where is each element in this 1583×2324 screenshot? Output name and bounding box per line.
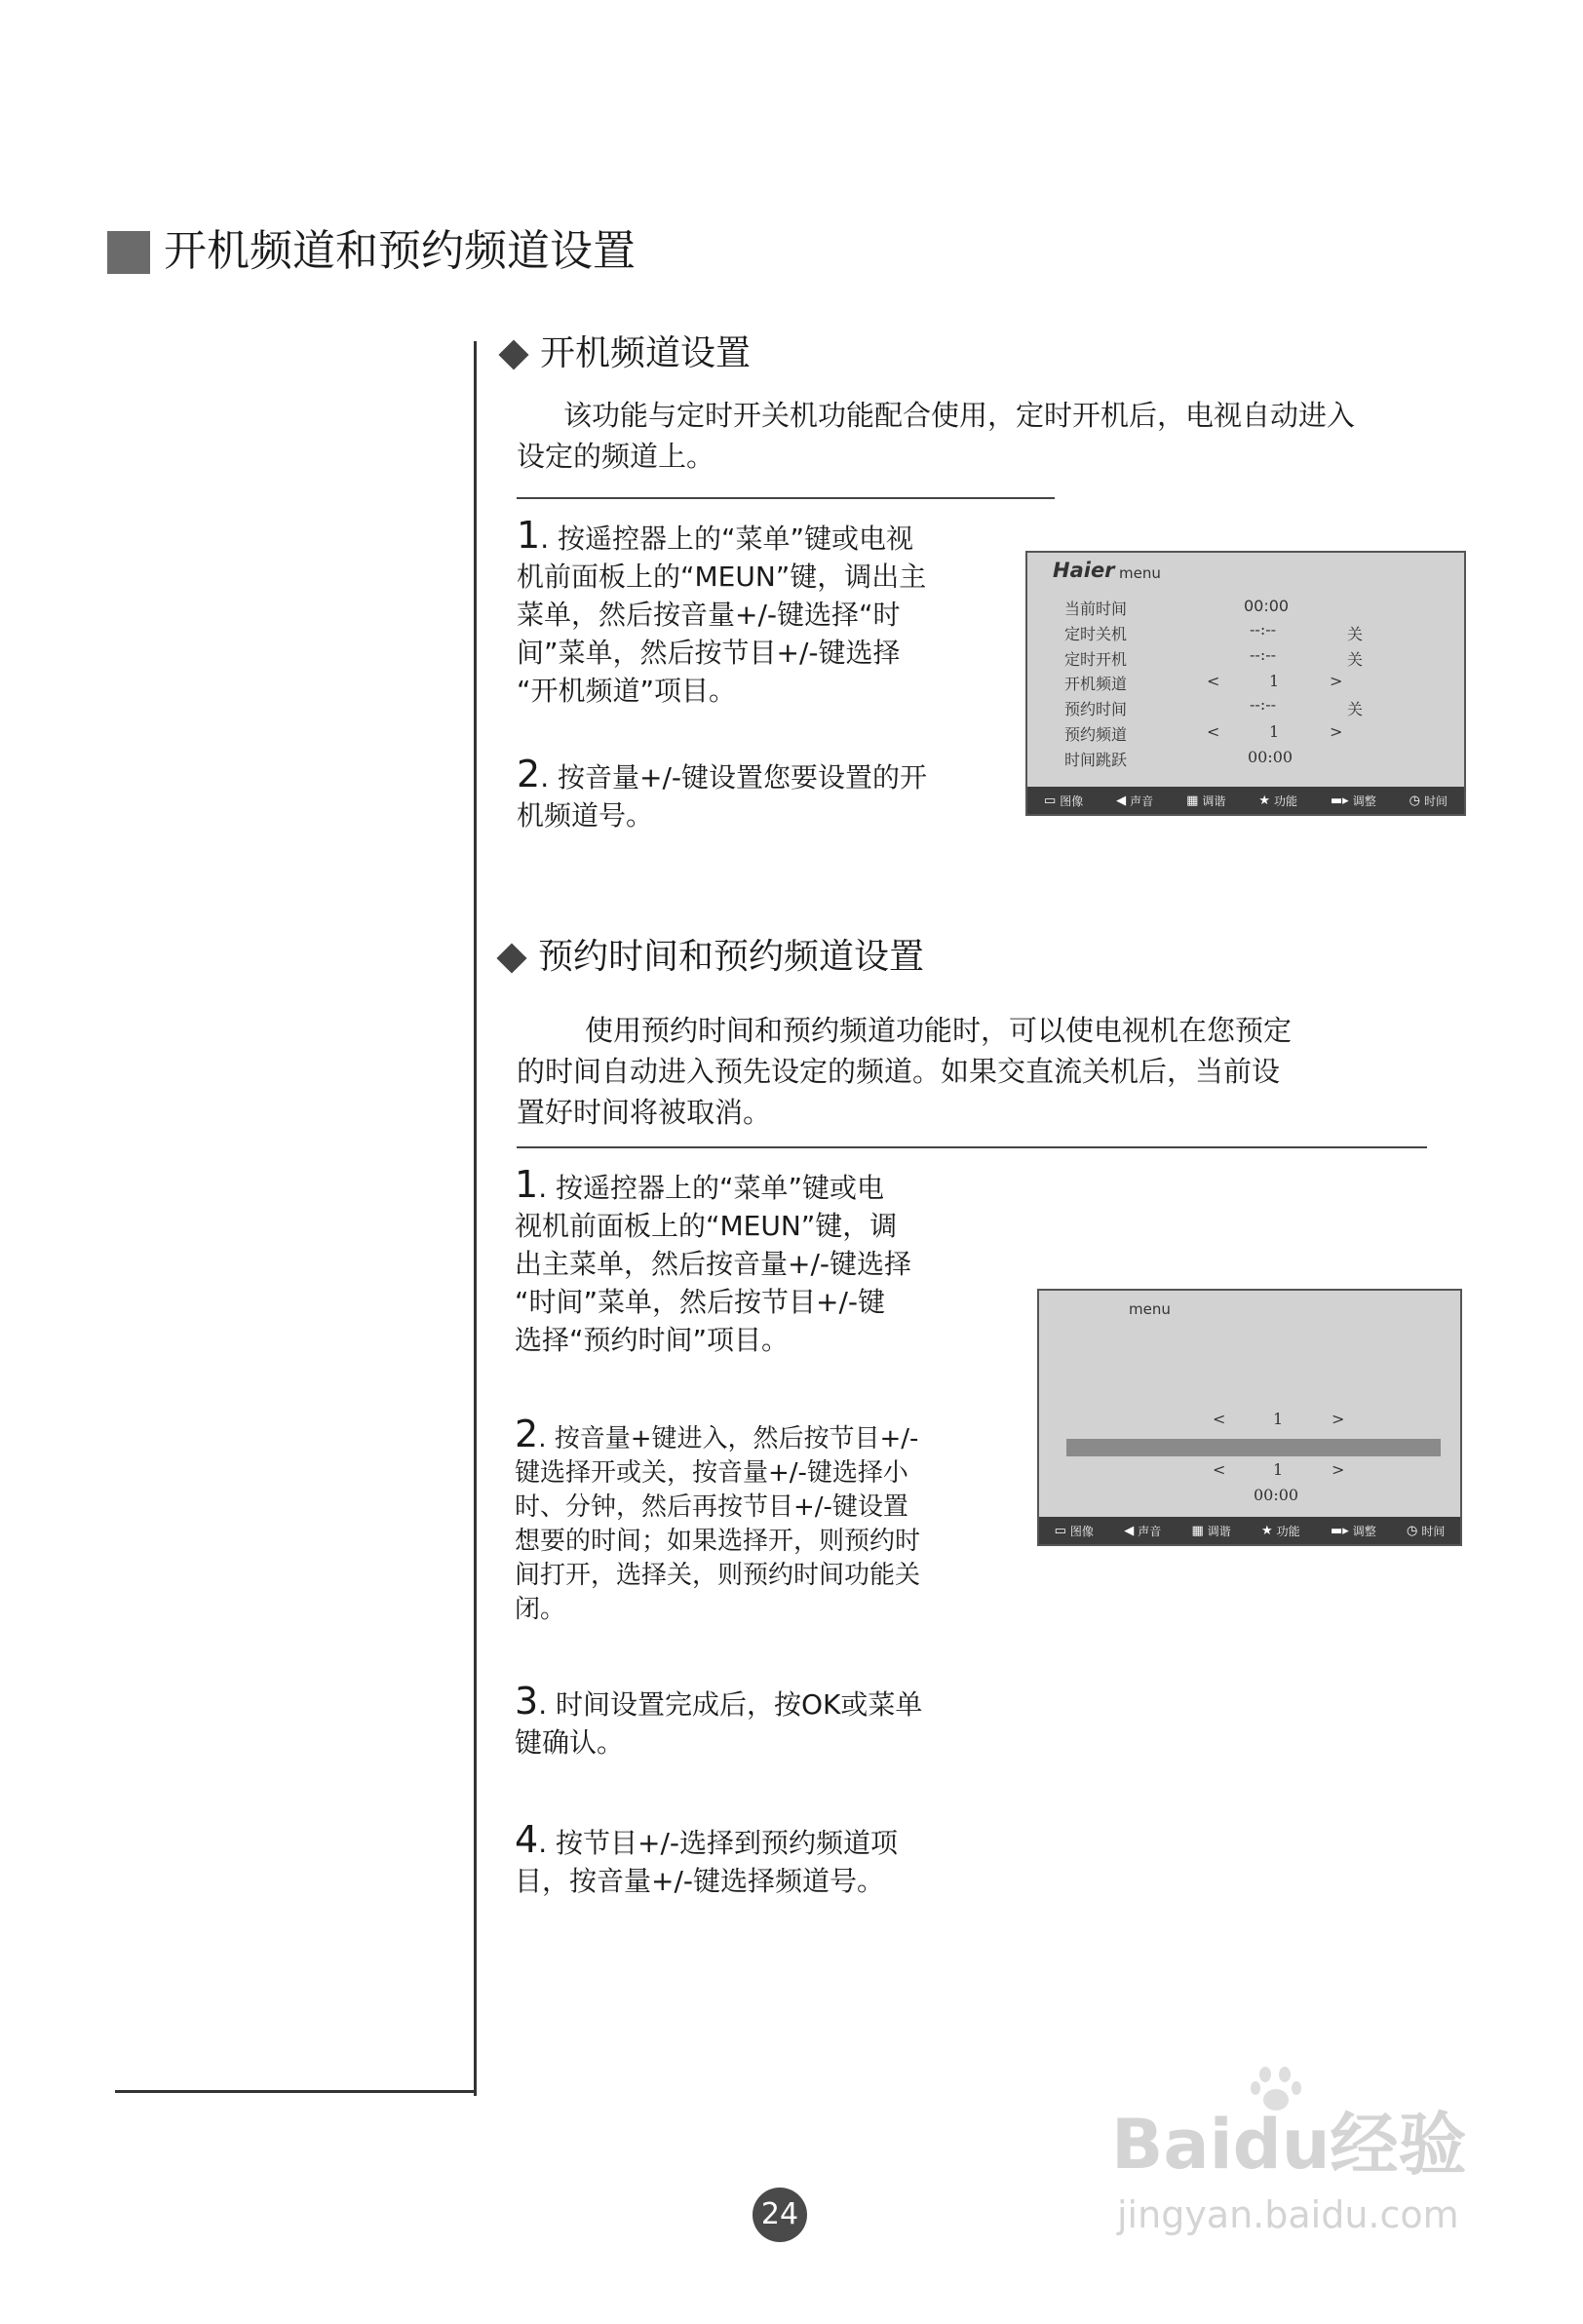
step-1b: [515, 1163, 1031, 1359]
intro-line: 的时间自动进入预先设定的频道。如果交直流关机后，当前设: [517, 1055, 1281, 1088]
tab-label: 声音: [1138, 1524, 1162, 1538]
step-line: 出主菜单，然后按音量+/-键选择: [515, 1248, 911, 1280]
star-icon: ★: [1261, 1523, 1273, 1538]
menu-row-label: 预约频道: [1064, 725, 1128, 744]
step-line: 键确认。: [515, 1726, 625, 1759]
tuning-icon: ▦: [1191, 1523, 1204, 1538]
adjust-icon: ▬▸: [1330, 1523, 1349, 1538]
step-line: . 按遥控器上的“菜单”键或电视: [540, 523, 914, 555]
intro-paragraph-2: [517, 1010, 1452, 1133]
page-number: 24: [753, 2188, 807, 2242]
step-line: 时、分钟，然后再按节目+/-键设置: [515, 1492, 908, 1522]
clock-icon: ◷: [1409, 793, 1420, 808]
tab-adjust[interactable]: [1331, 1523, 1376, 1539]
tab-sound[interactable]: [1116, 793, 1153, 809]
subsection-title-1: 开机频道设置: [540, 333, 752, 373]
menu-label: menu: [1119, 564, 1161, 582]
divider-2: [517, 1146, 1427, 1148]
step-number: 4: [515, 1818, 539, 1861]
step-line: . 按音量+/-键设置您要设置的开: [540, 761, 927, 794]
chevron-left-icon[interactable]: <: [1213, 1460, 1226, 1479]
intro-line: 设定的频道上。: [517, 440, 715, 473]
tab-label: 时间: [1423, 794, 1448, 808]
tab-time[interactable]: [1407, 1523, 1445, 1539]
step-line: “开机频道”项目。: [517, 675, 737, 707]
vertical-rule: [474, 341, 477, 2096]
chevron-left-icon[interactable]: <: [1207, 672, 1220, 690]
menu-row-value: --:--: [1250, 645, 1277, 664]
menu-tab-bar: [1039, 1517, 1460, 1544]
menu-row-value: 00:00: [1248, 748, 1293, 766]
step-2: [517, 755, 1023, 834]
tab-label: 调整: [1352, 1524, 1376, 1538]
tab-label: 功能: [1273, 794, 1297, 808]
speaker-icon: ◀: [1116, 793, 1127, 808]
menu-row-value: 1: [1269, 722, 1280, 741]
tab-label: 调谐: [1207, 1524, 1231, 1538]
step-line: 间”菜单，然后按节目+/-键选择: [517, 637, 901, 669]
tab-function[interactable]: [1258, 793, 1297, 809]
intro-line: 使用预约时间和预约频道功能时，可以使电视机在您预定: [585, 1014, 1293, 1047]
section-marker: [107, 231, 150, 274]
divider-1: [517, 497, 1055, 499]
step-line: 机频道号。: [517, 799, 654, 832]
picture-icon: ▭: [1054, 1523, 1066, 1538]
step-4b: [515, 1818, 1031, 1900]
tab-function[interactable]: [1261, 1523, 1300, 1539]
tab-label: 图像: [1069, 1524, 1094, 1538]
menu-row-value: 00:00: [1254, 1486, 1299, 1504]
step-line: 菜单，然后按音量+/-键选择“时: [517, 599, 901, 631]
tab-label: 声音: [1130, 794, 1154, 808]
watermark-url: jingyan.baidu.com: [1117, 2193, 1459, 2236]
chevron-left-icon[interactable]: <: [1213, 1410, 1226, 1428]
tab-label: 调整: [1352, 794, 1376, 808]
menu-row-label: 时间跳跃: [1064, 751, 1128, 769]
step-line: 目，按音量+/-键选择频道号。: [515, 1865, 884, 1897]
adjust-icon: ▬▸: [1330, 793, 1349, 808]
haier-logo: Haier: [1053, 559, 1115, 582]
tab-adjust[interactable]: [1331, 793, 1376, 809]
intro-paragraph-1: [517, 395, 1452, 477]
tab-picture[interactable]: [1055, 1523, 1094, 1539]
step-line: 闭。: [515, 1595, 566, 1624]
section-title: 开机频道和预约频道设置: [164, 226, 636, 276]
diamond-bullet-icon: [498, 339, 528, 369]
menu-row-label: 预约时间: [1064, 700, 1128, 718]
tab-time[interactable]: [1409, 793, 1448, 809]
menu-row-state: 关: [1347, 625, 1364, 643]
step-line: “时间”菜单，然后按节目+/-键: [515, 1286, 886, 1318]
chevron-right-icon[interactable]: >: [1332, 1410, 1345, 1428]
step-line: . 时间设置完成后，按OK或菜单: [538, 1688, 923, 1721]
menu-row-label: 定时开机: [1064, 650, 1128, 669]
step-number: 2: [515, 1413, 539, 1455]
tab-tuning[interactable]: [1191, 1523, 1230, 1539]
step-number: 2: [517, 753, 541, 795]
watermark-brand: Baidu经验: [1111, 2105, 1467, 2185]
clock-icon: ◷: [1407, 1523, 1418, 1538]
menu-row-state: 关: [1347, 650, 1364, 669]
tab-label: 功能: [1276, 1524, 1300, 1538]
tab-label: 时间: [1421, 1524, 1446, 1538]
step-line: . 按音量+键进入，然后按节目+/-: [538, 1424, 919, 1453]
menu-tab-bar: [1027, 787, 1464, 814]
tab-tuning[interactable]: [1186, 793, 1225, 809]
step-line: . 按遥控器上的“菜单”键或电: [538, 1172, 885, 1204]
step-number: 1: [517, 514, 541, 557]
tv-menu-screen-1: [1025, 551, 1466, 816]
step-2b: [515, 1413, 1031, 1627]
step-3b: [515, 1680, 1031, 1762]
step-number: 1: [515, 1163, 539, 1206]
menu-row-value: 00:00: [1244, 597, 1290, 615]
step-line: 选择“预约时间”项目。: [515, 1324, 790, 1356]
tab-label: 调谐: [1202, 794, 1226, 808]
tab-sound[interactable]: [1124, 1523, 1161, 1539]
menu-row-value: --:--: [1250, 695, 1277, 714]
tab-label: 图像: [1060, 794, 1084, 808]
step-number: 3: [515, 1680, 539, 1723]
subsection-title-2: 预约时间和预约频道设置: [538, 937, 925, 977]
chevron-left-icon[interactable]: <: [1207, 722, 1220, 741]
highlight-bar: [1066, 1439, 1441, 1456]
chevron-right-icon[interactable]: >: [1330, 672, 1343, 690]
menu-row-label: 定时关机: [1064, 625, 1128, 643]
picture-icon: ▭: [1043, 793, 1057, 808]
diamond-bullet-icon: [496, 943, 526, 973]
intro-line: 该功能与定时开关机功能配合使用，定时开机后，电视自动进入: [563, 399, 1356, 432]
step-1: [517, 514, 1023, 710]
menu-row-state: 关: [1347, 700, 1364, 718]
step-line: 机前面板上的“MEUN”键，调出主: [517, 561, 927, 593]
star-icon: ★: [1258, 793, 1270, 808]
menu-label: menu: [1129, 1300, 1171, 1318]
menu-row-value: --:--: [1250, 620, 1277, 639]
menu-row-label: 开机频道: [1064, 675, 1128, 693]
bottom-rule: [115, 2090, 476, 2093]
step-line: 视机前面板上的“MEUN”键，调: [515, 1210, 898, 1242]
intro-line: 置好时间将被取消。: [517, 1096, 772, 1129]
step-line: 键选择开或关，按音量+/-键选择小: [515, 1458, 908, 1488]
step-line: 想要的时间；如果选择开，则预约时: [515, 1527, 921, 1556]
tab-picture[interactable]: [1044, 793, 1083, 809]
menu-row-value: 1: [1273, 1460, 1284, 1479]
tuning-icon: ▦: [1186, 793, 1199, 808]
menu-row-value: 1: [1269, 672, 1280, 690]
step-line: 间打开，选择关，则预约时间功能关: [515, 1561, 921, 1590]
tv-menu-screen-2: [1037, 1289, 1462, 1546]
chevron-right-icon[interactable]: >: [1332, 1460, 1345, 1479]
menu-row-value: 1: [1273, 1410, 1284, 1428]
menu-row-label: 当前时间: [1064, 600, 1128, 618]
chevron-right-icon[interactable]: >: [1330, 722, 1343, 741]
speaker-icon: ◀: [1124, 1523, 1135, 1538]
step-line: . 按节目+/-选择到预约频道项: [538, 1827, 898, 1859]
